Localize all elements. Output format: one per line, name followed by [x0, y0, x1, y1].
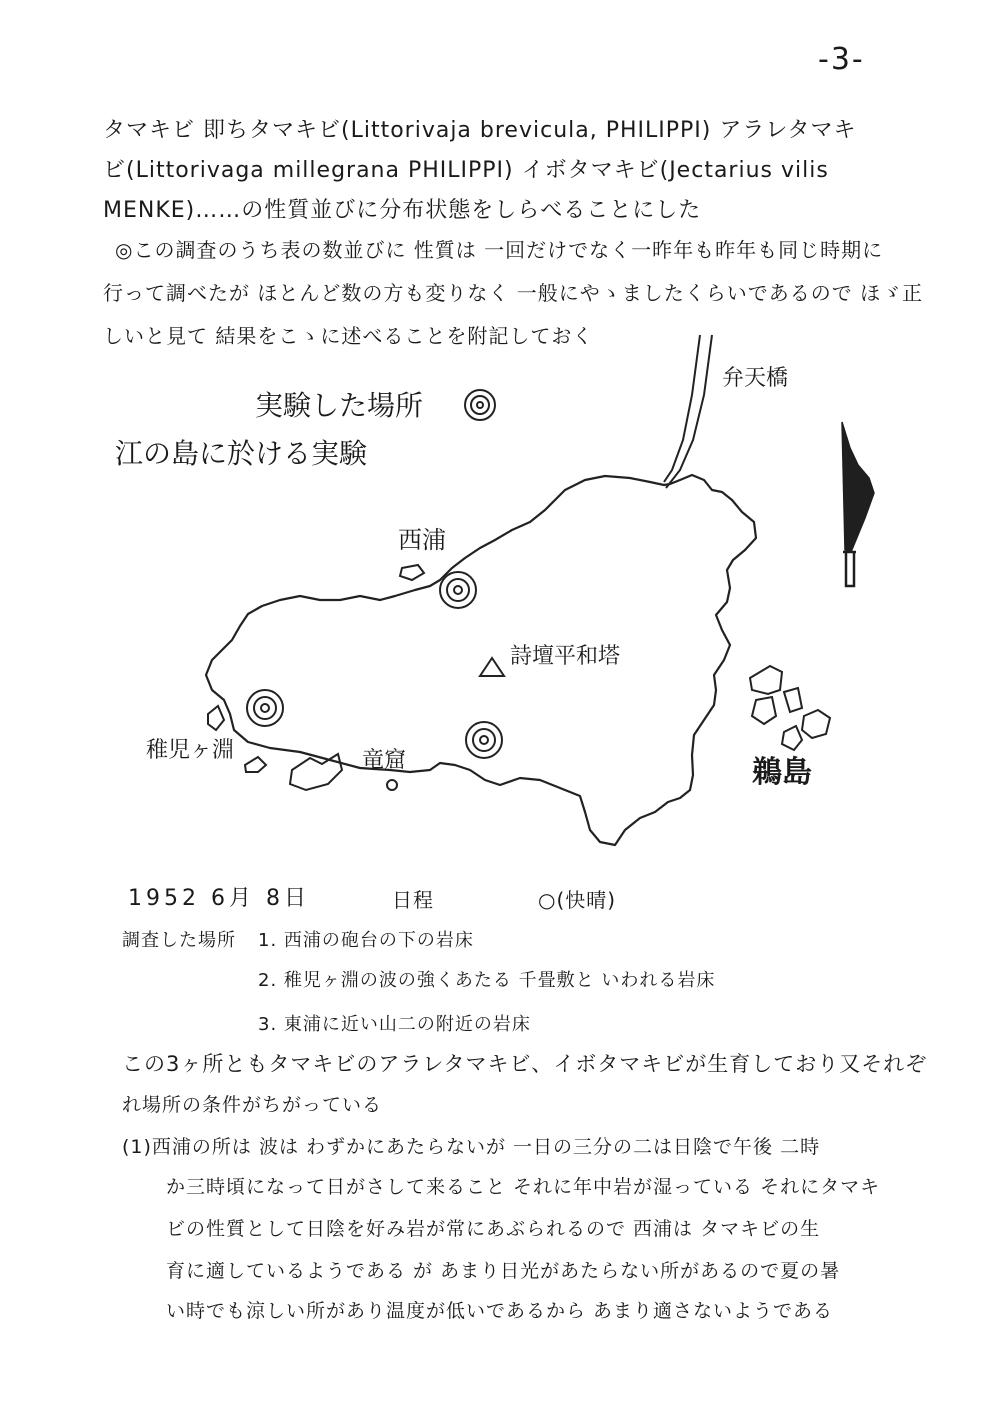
- islet: [290, 754, 342, 790]
- survey-label: 調査した場所: [122, 930, 236, 951]
- island-outline: [206, 475, 756, 845]
- schedule-label: 日程: [392, 888, 434, 912]
- place-nishiura: 西浦: [398, 526, 446, 554]
- schedule-weather: ○(快晴): [538, 888, 617, 912]
- body-line-4: か三時頃になって日がさして来ること それに年中岩が湿っている それにタマキ: [166, 1176, 881, 1198]
- body-line-5: ビの性質として日陰を好み岩が常にあぶられるので 西浦は タマキビの生: [166, 1218, 821, 1240]
- note-line-2: 行って調べたが ほとんど数の方も変りなく 一般にやゝましたくらいであるので ほゞ正: [103, 281, 924, 305]
- body-line-7: い時でも涼しい所があり温度が低いであるから あまり適さないようである: [166, 1300, 834, 1322]
- survey-item-1: 1. 西浦の砲台の下の岩床: [258, 930, 474, 951]
- north-arrow-icon: [842, 422, 874, 586]
- body-line-2: れ場所の条件がちがっている: [122, 1094, 383, 1116]
- place-chigogafuchi: 稚児ヶ淵: [146, 738, 235, 763]
- page-number: -3-: [818, 42, 865, 77]
- islet: [752, 697, 776, 724]
- body-line-1: この3ヶ所ともタマキビのアラレタマキビ、イボタマキビが生育しており又それぞ: [122, 1052, 928, 1076]
- intro-line-2: ビ(Littorivaga millegrana PHILIPPI) イボタマキビ(Jectarius vilis: [103, 158, 829, 183]
- survey-item-3: 3. 東浦に近い山二の附近の岩床: [258, 1014, 531, 1035]
- body-line-3: (1)西浦の所は 波は わずかにあたらないが 一日の三分の二は日陰で午後 二時: [122, 1136, 821, 1158]
- site-mark-chigogafuchi: [247, 690, 283, 726]
- cave-mark: [387, 780, 397, 790]
- intro-line-3: MENKE)……の性質並びに分布状態をしらべることにした: [103, 198, 702, 223]
- place-ryukutsu: 竜窟: [362, 748, 407, 773]
- intro-line-1: タマキビ 即ちタマキビ(Littorivaja brevicula, PHILIPPI) アラレタマキ: [103, 118, 857, 143]
- legend-label: 実験した場所: [255, 389, 424, 422]
- note-line-1: ◎この調査のうち表の数並びに 性質は 一回だけでなく一昨年も昨年も同じ時期に: [115, 238, 884, 262]
- islet: [784, 688, 802, 712]
- survey-item-2: 2. 稚児ヶ淵の波の強くあたる 千畳敷と いわれる岩床: [258, 970, 716, 991]
- body-line-6: 育に適しているようである が あまり日光があたらない所があるので夏の暑: [166, 1260, 841, 1282]
- site-mark-east: [466, 722, 502, 758]
- schedule-date: 1952 6月 8日: [128, 886, 310, 911]
- place-uoshima: 鵜島: [752, 755, 812, 790]
- islet: [802, 710, 830, 738]
- place-bridge: 弁天橋: [722, 366, 789, 391]
- place-peace-tower: 詩壇平和塔: [510, 644, 621, 669]
- site-mark-nishiura: [440, 572, 476, 608]
- map-title: 江の島に於ける実験: [115, 437, 368, 470]
- islet: [400, 565, 424, 580]
- islet: [208, 706, 224, 730]
- islet: [245, 757, 266, 772]
- peace-tower-triangle: [480, 658, 504, 676]
- islet: [782, 726, 802, 750]
- bridge-line: [664, 335, 700, 482]
- note-line-3: しいと見て 結果をこゝに述べることを附記しておく: [103, 324, 594, 348]
- legend-site-mark: [465, 390, 495, 420]
- islet: [750, 666, 782, 694]
